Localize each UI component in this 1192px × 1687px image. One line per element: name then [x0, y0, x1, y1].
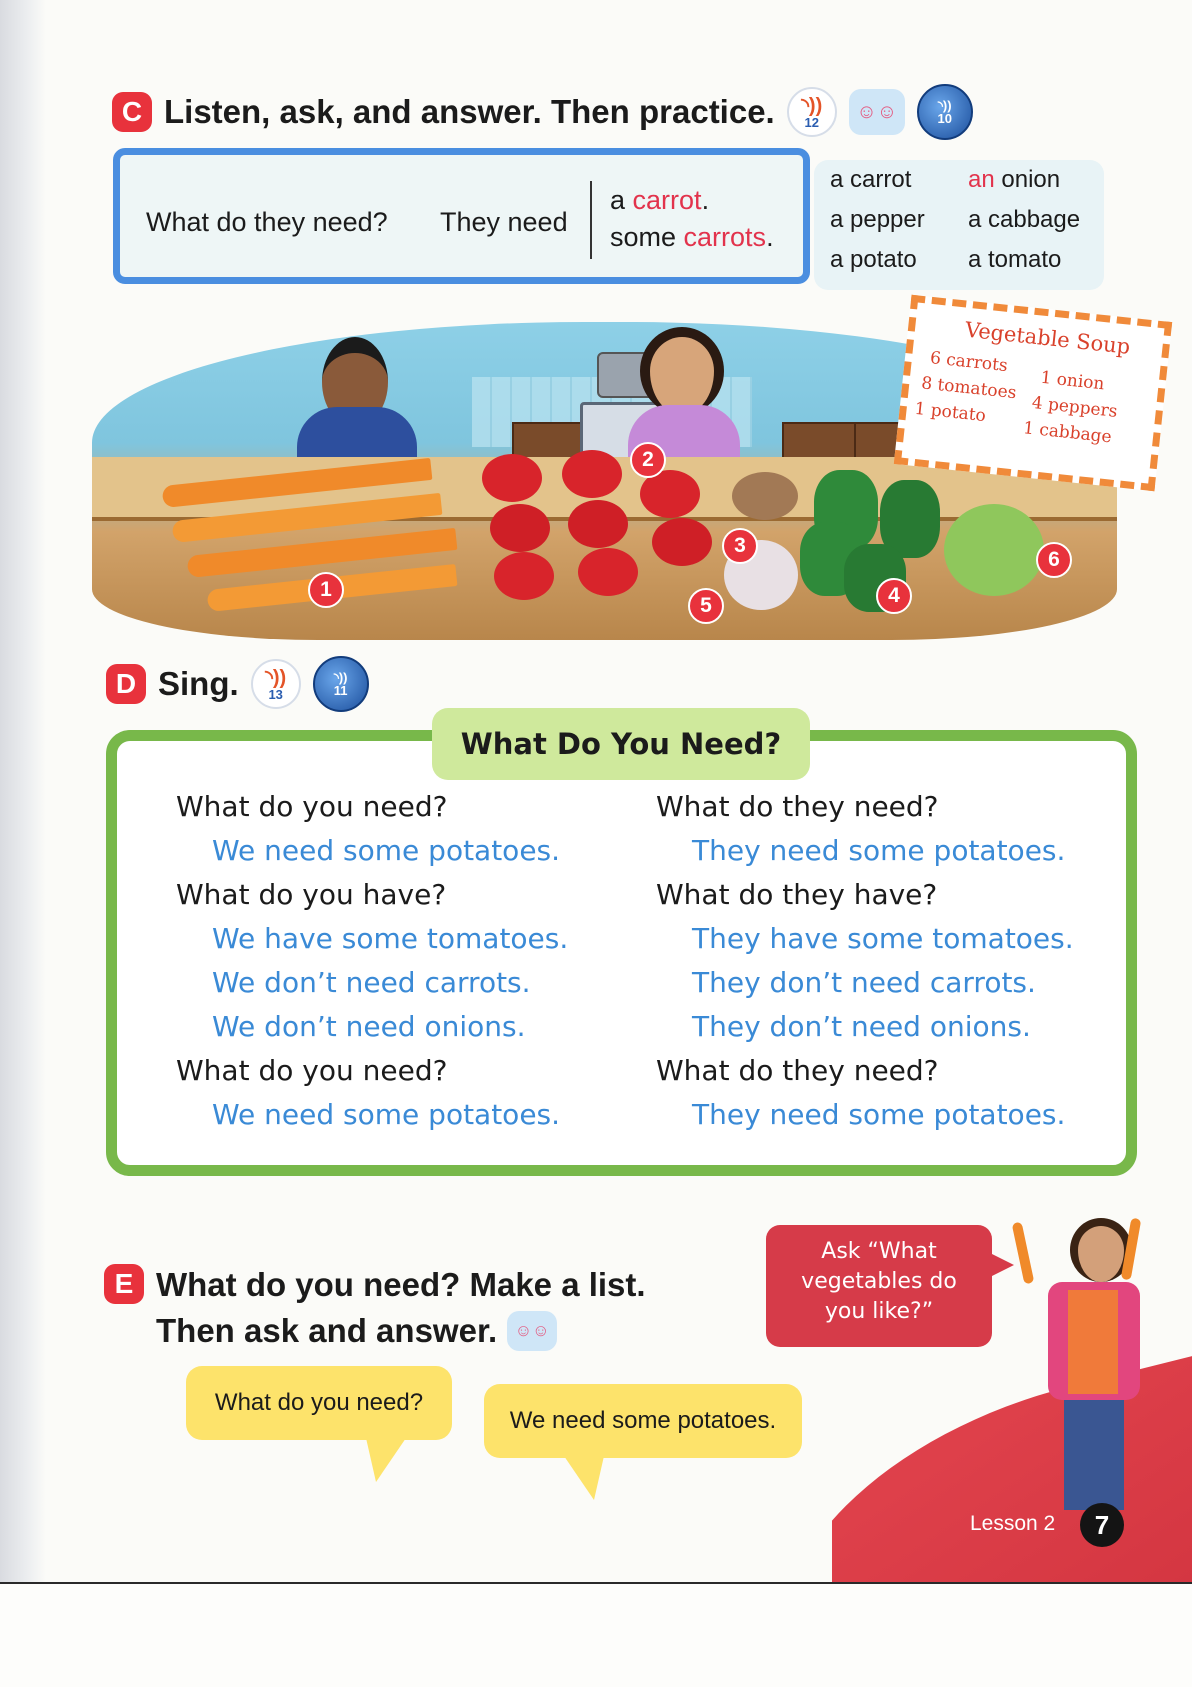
grammar-box	[113, 148, 810, 284]
number-badge: 1	[308, 572, 344, 608]
vocab-item: a pepper	[830, 206, 925, 233]
song-lyric-line: They don’t need onions.	[692, 1010, 1031, 1043]
section-e-line1: What do you need? Make a list.	[156, 1266, 646, 1303]
section-c-badge: C	[112, 92, 152, 132]
song-lyric-line: We need some potatoes.	[212, 1098, 561, 1131]
audio-track-number: 13	[268, 686, 283, 702]
vocab-item: a potato	[830, 246, 917, 273]
vocab-item: an onion	[968, 166, 1061, 193]
grammar-option-plural: some carrots.	[610, 222, 774, 252]
song-lyric-line: What do they have?	[656, 878, 938, 911]
number-badge: 4	[876, 578, 912, 614]
grammar-answer-start: They need	[440, 207, 568, 237]
audio-track-icon[interactable]: ◝)) 12	[787, 87, 837, 137]
section-d-badge: D	[106, 664, 146, 704]
tomato	[652, 518, 712, 566]
instruction-callout	[766, 1225, 992, 1347]
recipe-item: 1 onion	[1039, 367, 1106, 395]
recipe-card	[894, 295, 1172, 491]
vocab-item: a tomato	[968, 246, 1062, 273]
page-bottom-edge	[0, 1582, 1192, 1687]
number-badge: 3	[722, 528, 758, 564]
speech-bubble-question: What do you need?	[186, 1366, 452, 1440]
cabbage	[944, 504, 1044, 596]
cd-track-number: 10	[937, 111, 952, 126]
page-number: 7	[1080, 1503, 1124, 1547]
recipe-title: Vegetable Soup	[964, 317, 1132, 359]
section-c-title: Listen, ask, and answer. Then practice.	[164, 93, 775, 130]
song-lyric-line: What do you need?	[176, 790, 448, 823]
recipe-item: 6 carrots	[929, 348, 1009, 377]
section-d-title: Sing.	[158, 665, 239, 702]
song-lyric-line: They have some tomatoes.	[692, 922, 1074, 955]
tomato	[494, 552, 554, 600]
tomato	[578, 548, 638, 596]
song-lyric-line: We have some tomatoes.	[212, 922, 569, 955]
cd-track-icon[interactable]: ◝)) 11	[313, 656, 369, 712]
audio-track-number: 12	[804, 114, 819, 130]
song-lyric-line: We need some potatoes.	[212, 834, 561, 867]
song-lyric-line: What do you have?	[176, 878, 447, 911]
song-lyric-line: We don’t need onions.	[212, 1010, 526, 1043]
grammar-option-singular: a carrot.	[610, 185, 710, 215]
pair-chat-icon: ☺☺	[849, 89, 905, 135]
number-badge: 2	[630, 442, 666, 478]
song-lyric-line: What do they need?	[656, 1054, 939, 1087]
song-lyric-line: They need some potatoes.	[692, 1098, 1066, 1131]
song-lyric-line: They don’t need carrots.	[692, 966, 1036, 999]
section-e-heading	[104, 1262, 646, 1354]
vocabulary-list	[814, 160, 1104, 290]
grammar-question: What do they need?	[146, 207, 388, 237]
song-lyric-line: We don’t need carrots.	[212, 966, 531, 999]
song-lyric-line: What do they need?	[656, 790, 939, 823]
recipe-item: 1 cabbage	[1022, 418, 1113, 448]
section-d-heading	[106, 656, 369, 712]
recipe-item: 8 tomatoes	[920, 373, 1018, 404]
tomato	[482, 454, 542, 502]
callout-line: vegetables do	[801, 1269, 957, 1294]
number-badge: 5	[688, 588, 724, 624]
vocab-item: a cabbage	[968, 206, 1081, 233]
song-lyric-line: They need some potatoes.	[692, 834, 1066, 867]
grammar-divider	[590, 181, 592, 259]
song-title: What Do You Need?	[432, 708, 810, 780]
pair-chat-icon: ☺☺	[507, 1311, 557, 1351]
potato	[732, 472, 798, 520]
book-spine-shadow	[0, 0, 46, 1685]
speech-bubble-answer: We need some potatoes.	[484, 1384, 802, 1458]
tomato	[568, 500, 628, 548]
section-c-heading	[112, 84, 973, 140]
recipe-item: 4 peppers	[1030, 393, 1119, 422]
cd-track-number: 11	[333, 683, 348, 698]
song-lyric-line: What do you need?	[176, 1054, 448, 1087]
cd-track-icon[interactable]: ◝)) 10	[917, 84, 973, 140]
number-badge: 6	[1036, 542, 1072, 578]
recipe-item: 1 potato	[913, 398, 987, 427]
tomato	[490, 504, 550, 552]
lesson-label: Lesson 2	[970, 1512, 1056, 1535]
section-e-line2: Then ask and answer.	[156, 1312, 498, 1349]
vocab-item: a carrot	[830, 166, 912, 193]
tomato	[562, 450, 622, 498]
callout-line: Ask “What	[821, 1239, 937, 1264]
audio-track-icon[interactable]: ◝)) 13	[251, 659, 301, 709]
section-e-badge: E	[104, 1264, 144, 1304]
callout-line: you like?”	[824, 1299, 934, 1324]
